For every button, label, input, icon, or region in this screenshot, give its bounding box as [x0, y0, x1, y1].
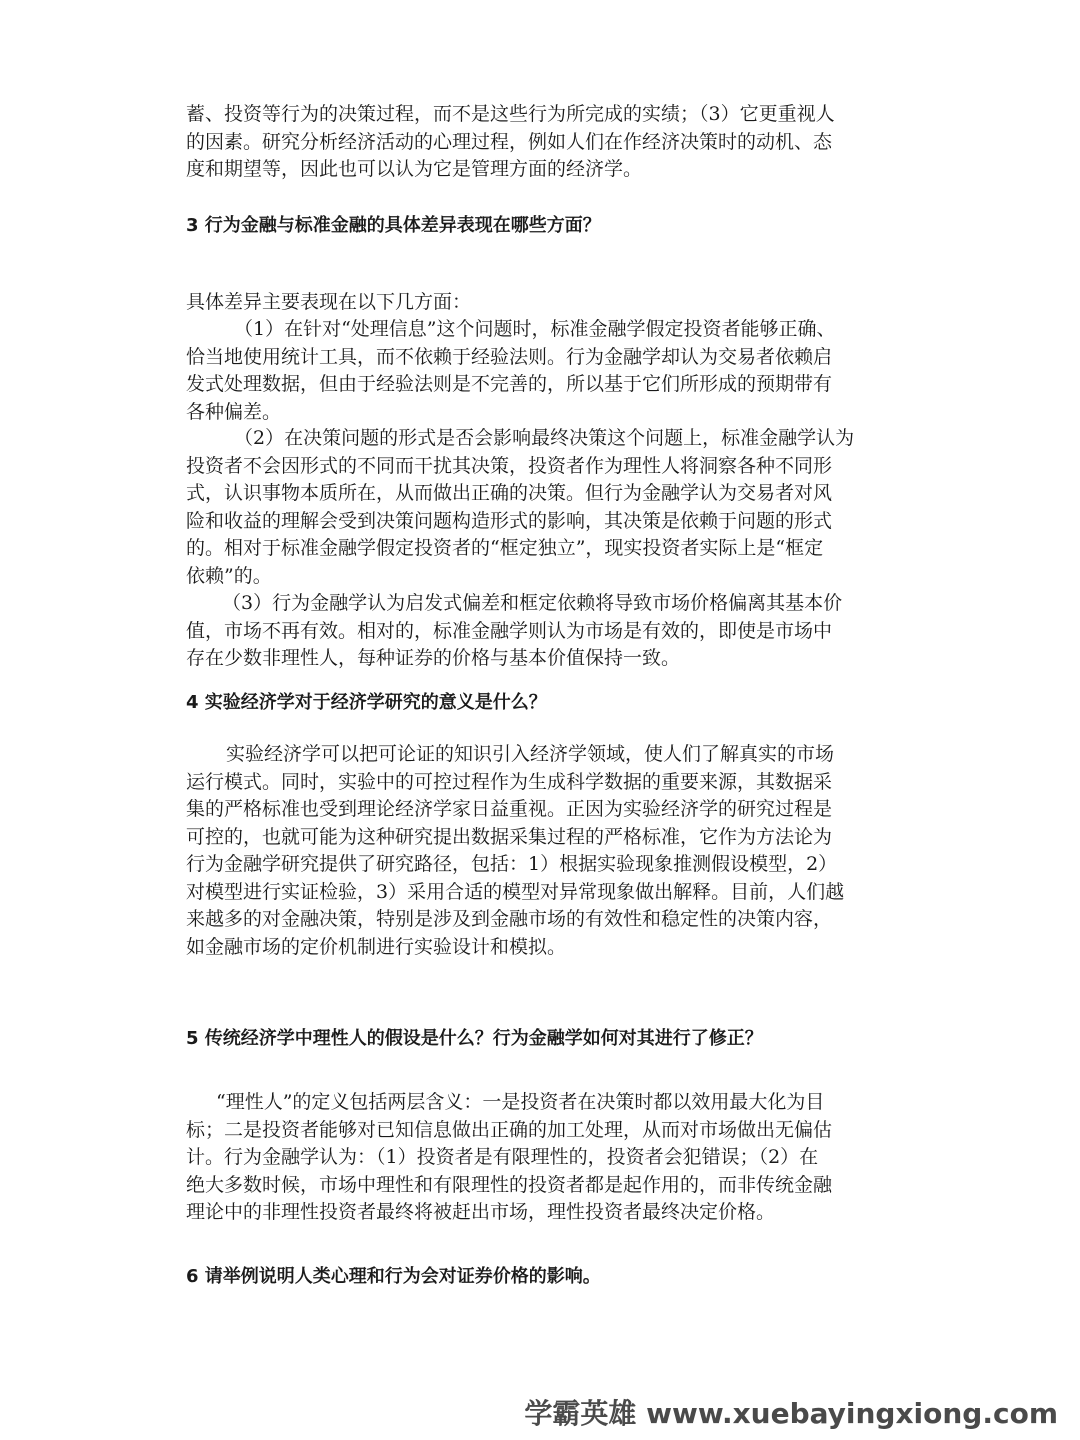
site-watermark: 学霸英雄 www.xuebayingxiong.com [524, 1397, 1058, 1430]
question-3-point-2: （2）在决策问题的形式是否会影响最终决策这个问题上，标准金融学认为 投资者不会因形式的不同而干扰其决策，投资者作为理性人将洞察各种不同形 式，认识事物本质所在，从而做出正确的决策。但行为金融学认为交易者对风 险和收益的理解会受到决策问题构造形式的影响，其决策是依赖于问题的形式 的。相对于标准金融学假定投资者的“框定独立”，现实投资者实际上是“框定 依赖”的。 [186, 427, 855, 587]
question-5-answer: “理性人”的定义包括两层含义：一是投资者在决策时都以效用最大化为目 标；二是投资者能够对已知信息做出正确的加工处理，从而对市场做出无偏估 计。行为金融学认为：（1）投资者是有限理性的，投资者会犯错误；（2）在 绝大多数时候，市场中理性和有限理性的投资者都是起作用的，而非传统金融 理论中的非理性投资者最终将被赶出市场，理性投资者最终决定价格。 [186, 1091, 833, 1223]
question-6-heading: 6 请举例说明人类心理和行为会对证券价格的影响。 [186, 1266, 601, 1287]
question-3-point-3: （3）行为金融学认为启发式偏差和框定依赖将导致市场价格偏离其基本价 值，市场不再有效。相对的，标准金融学则认为市场是有效的，即使是市场中 存在少数非理性人，每种证券的价格与基本价值保持一致。 [186, 592, 843, 669]
question-3-lead: 具体差异主要表现在以下几方面： [186, 291, 472, 313]
question-4-answer: 实验经济学可以把可论证的知识引入经济学领域，使人们了解真实的市场 运行模式。同时，实验中的可控过程作为生成科学数据的重要来源，其数据采 集的严格标准也受到理论经济学家日益重视。正因为实验经济学的研究过程是 可控的，也就可能为这种研究提出数据采集过程的严格标准，它作为方法论为 行为金融学研究提供了研究路径，包括：1）根据实验现象推测假设模型，2） 对模型进行实证检验，3）采用合适的模型对异常现象做出解释。目前，人们越 来越多的对金融决策，特别是涉及到金融市场的有效性和稳定性的决策内容， 如金融市场的定价机制进行实验设计和模拟。 [186, 743, 845, 958]
question-5-heading: 5 传统经济学中理性人的假设是什么？行为金融学如何对其进行了修正？ [186, 1028, 763, 1049]
question-3-point-1: （1）在针对“处理信息”这个问题时，标准金融学假定投资者能够正确、 恰当地使用统计工具，而不依赖于经验法则。行为金融学却认为交易者依赖启 发式处理数据，但由于经验法则是不完善的，所以基于它们所形成的预期带有 各种偏差。 [186, 318, 836, 423]
question-3-heading: 3 行为金融与标准金融的具体差异表现在哪些方面？ [186, 215, 601, 236]
intro-paragraph: 蓄、投资等行为的决策过程，而不是这些行为所完成的实绩；（3）它更重视人 的因素。研究分析经济活动的心理过程，例如人们在作经济决策时的动机、态 度和期望等，因此也可以认为它是管理方面的经济学。 [186, 103, 835, 180]
question-4-heading: 4 实验经济学对于经济学研究的意义是什么？ [186, 692, 547, 713]
